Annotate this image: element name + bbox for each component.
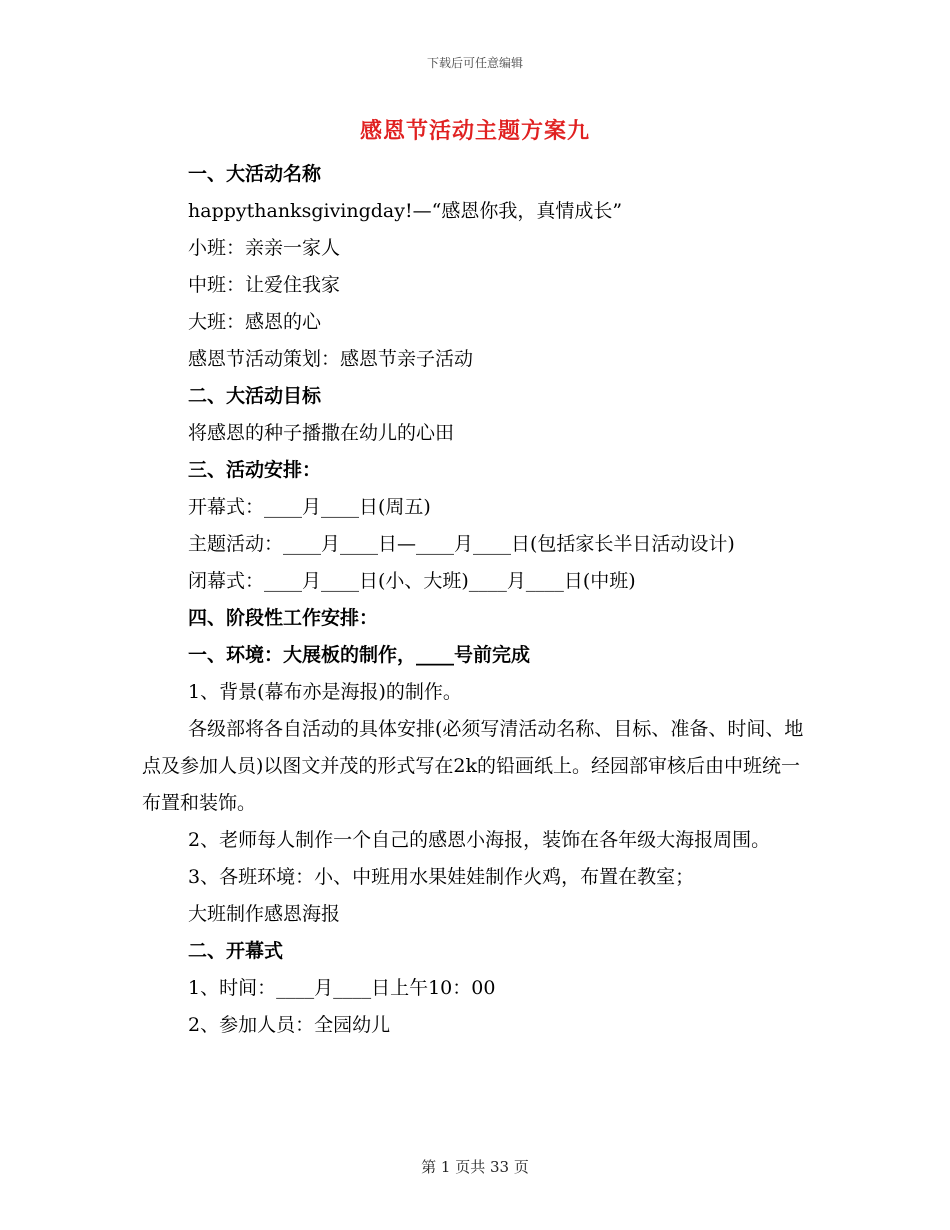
paragraph: 大班：感恩的心 xyxy=(188,311,322,333)
page-footer: 第 1 页共 33 页 xyxy=(421,1158,529,1176)
section-heading: 一、环境：大展板的制作，____号前完成 xyxy=(188,644,531,666)
paragraph: 2、老师每人制作一个自己的感恩小海报，装饰在各年级大海报周围。 xyxy=(188,829,771,851)
section-heading: 四、阶段性工作安排： xyxy=(188,607,379,629)
paragraph: 开幕式：____月____日(周五) xyxy=(188,496,431,518)
paragraph: 感恩节活动策划：感恩节亲子活动 xyxy=(188,348,474,370)
document-body xyxy=(142,156,810,1044)
paragraph: 中班：让爱住我家 xyxy=(188,274,341,296)
paragraph: 主题活动：____月____日—____月____日(包括家长半日活动设计) xyxy=(188,533,735,555)
paragraph: 1、时间：____月____日上午10：00 xyxy=(188,977,496,999)
paragraph: 3、各班环境：小、中班用水果娃娃制作火鸡，布置在教室； xyxy=(188,866,695,888)
paragraph: 大班制作感恩海报 xyxy=(188,903,341,925)
paragraph: 1、背景(幕布亦是海报)的制作。 xyxy=(188,681,462,703)
section-heading: 一、大活动名称 xyxy=(188,163,322,185)
paragraph: 2、参加人员：全园幼儿 xyxy=(188,1014,391,1036)
section-heading: 二、开幕式 xyxy=(188,940,284,962)
section-heading: 三、活动安排： xyxy=(188,459,322,481)
section-heading: 二、大活动目标 xyxy=(188,385,322,407)
paragraph: 各级部将各自活动的具体安排(必须写清活动名称、目标、准备、时间、地点及参加人员)以图文并茂的形式写在2k的铅画纸上。经园部审核后由中班统一布置和装饰。 xyxy=(142,718,804,814)
paragraph: 闭幕式：____月____日(小、大班)____月____日(中班) xyxy=(188,570,636,592)
paragraph: 小班：亲亲一家人 xyxy=(188,237,341,259)
document-title: 感恩节活动主题方案九 xyxy=(359,118,590,144)
paragraph: happythanksgivingday!—“感恩你我，真情成长” xyxy=(188,200,623,222)
page-header: 下载后可任意编辑 xyxy=(426,56,523,70)
paragraph: 将感恩的种子播撒在幼儿的心田 xyxy=(188,422,455,444)
